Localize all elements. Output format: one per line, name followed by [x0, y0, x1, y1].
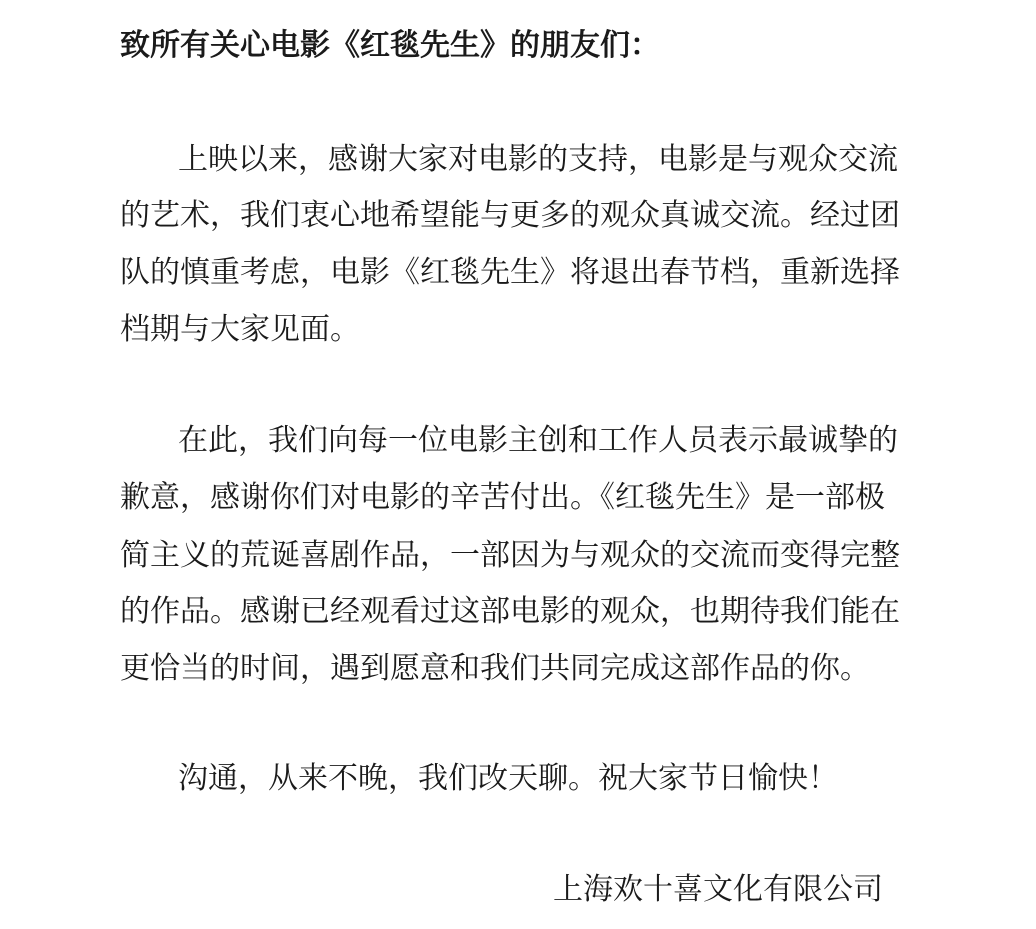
paragraph-2-line-4: 的作品。感谢已经观看过这部电影的观众，也期待我们能在: [120, 594, 900, 629]
paragraph-1-line-4: 档期与大家见面。: [120, 312, 360, 347]
paragraph-2-line-2: 歉意，感谢你们对电影的辛苦付出。《红毯先生》是一部极: [120, 480, 885, 515]
paragraph-1-line-2: 的艺术，我们衷心地希望能与更多的观众真诚交流。经过团: [120, 198, 900, 233]
letter-salutation: 致所有关心电影《红毯先生》的朋友们：: [120, 28, 660, 63]
paragraph-1-line-3: 队的慎重考虑，电影《红毯先生》将退出春节档，重新选择: [120, 255, 900, 290]
letter-signature: 上海欢十喜文化有限公司: [553, 872, 883, 907]
paragraph-2-line-5: 更恰当的时间，遇到愿意和我们共同完成这部作品的你。: [120, 651, 870, 686]
paragraph-1-line-1: 上映以来，感谢大家对电影的支持，电影是与观众交流: [178, 142, 898, 177]
paragraph-2-line-1: 在此，我们向每一位电影主创和工作人员表示最诚挚的: [178, 423, 898, 458]
paragraph-3-line-1: 沟通，从来不晚，我们改天聊。祝大家节日愉快！: [178, 761, 838, 796]
paragraph-2-line-3: 简主义的荒诞喜剧作品，一部因为与观众的交流而变得完整: [120, 538, 900, 573]
